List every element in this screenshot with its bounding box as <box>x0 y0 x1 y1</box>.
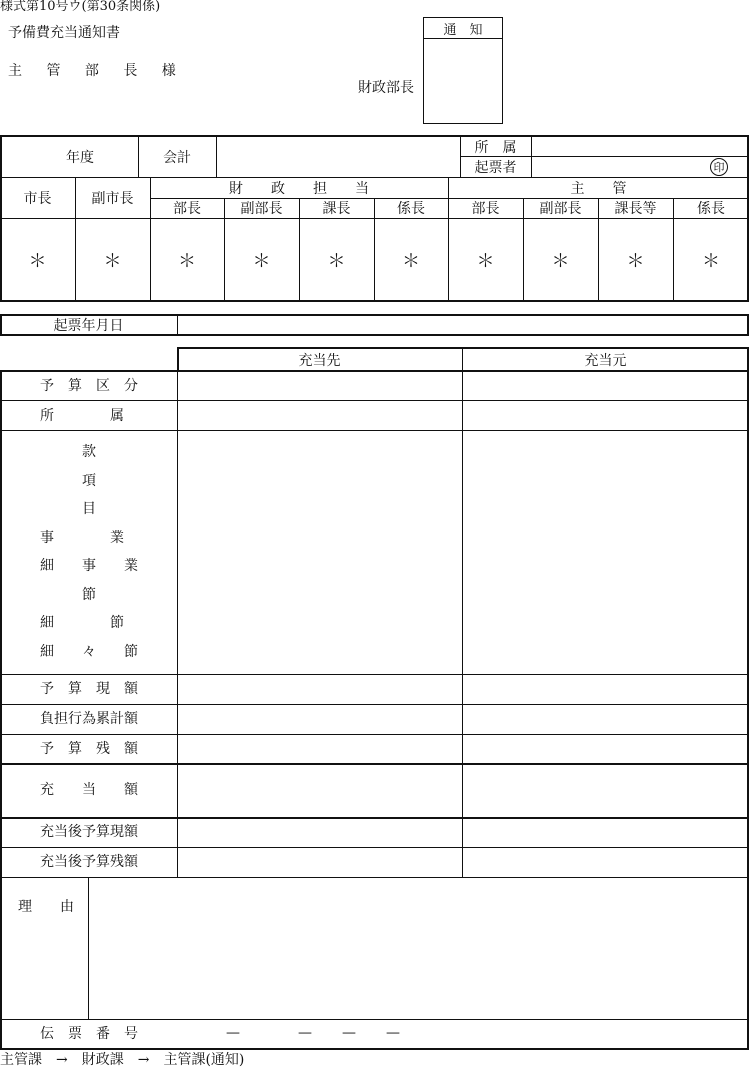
stamp-main-director[interactable]: ＊ <box>476 251 495 272</box>
to-appropriation[interactable] <box>178 766 461 816</box>
to-budget-current[interactable] <box>178 675 461 703</box>
row-after-current: 充当後予算現額 <box>40 824 138 840</box>
main-role-deputy: 副部長 <box>539 201 582 217</box>
stamp-finance-unit-chief[interactable]: ＊ <box>402 251 420 272</box>
row-saisai-setsu: 細 々 節 <box>40 644 138 660</box>
year-label: 年度 <box>66 150 94 166</box>
row-appropriation: 充 当 額 <box>40 782 138 798</box>
stamp-main-deputy[interactable]: ＊ <box>551 251 570 272</box>
stamp-finance-director[interactable]: ＊ <box>178 251 196 272</box>
sender: 財政部長 <box>358 80 414 96</box>
drafter-field[interactable] <box>532 157 712 177</box>
to-classification[interactable] <box>178 431 461 673</box>
affiliation-field[interactable] <box>532 137 747 156</box>
main-role-director: 部長 <box>471 201 500 217</box>
voucher-dash-4: — <box>386 1025 400 1041</box>
finance-group-label: 財 政 担 当 <box>229 181 369 197</box>
addressee: 主 管 部 長 様 <box>8 63 186 79</box>
row-budget-current: 予 算 現 額 <box>40 681 138 697</box>
from-appropriation[interactable] <box>463 766 747 816</box>
drafter-label: 起票者 <box>474 160 517 176</box>
from-cumulative[interactable] <box>463 705 747 733</box>
vice-mayor-label: 副市長 <box>91 191 134 207</box>
main-group-label: 主 管 <box>570 181 627 197</box>
row-kan: 款 <box>82 444 96 460</box>
notice-box-divider <box>423 38 503 39</box>
stamp-finance-section-chief[interactable]: ＊ <box>327 251 346 272</box>
stamp-finance-deputy[interactable]: ＊ <box>252 251 271 272</box>
from-budget-current[interactable] <box>463 675 747 703</box>
row-after-balance: 充当後予算残額 <box>40 854 138 870</box>
voucher-dash-1: — <box>226 1025 240 1041</box>
form-number: 様式第10号ウ(第30条関係) <box>0 0 161 14</box>
to-cumulative[interactable] <box>178 705 461 733</box>
col-from-header: 充当元 <box>584 352 627 369</box>
finance-role-unit-chief: 係長 <box>397 201 425 217</box>
finance-role-section-chief: 課長 <box>322 201 351 217</box>
seal-mark: 印 <box>710 158 728 176</box>
col-to-header: 充当先 <box>298 352 341 369</box>
stamp-mayor[interactable]: ＊ <box>28 251 47 272</box>
h-rule <box>0 1019 749 1020</box>
row-jigyou: 事 業 <box>40 530 124 546</box>
to-budget-balance[interactable] <box>178 735 461 762</box>
voucher-label: 伝 票 番 号 <box>40 1026 138 1042</box>
row-moku: 目 <box>82 501 96 517</box>
row-sai-jigyou: 細 事 業 <box>40 558 138 574</box>
account-field[interactable] <box>217 137 459 176</box>
row-kou: 項 <box>82 473 96 489</box>
from-budget-balance[interactable] <box>463 735 747 762</box>
h-rule-thick <box>0 763 749 765</box>
reason-label: 理 由 <box>18 899 74 915</box>
to-after-balance[interactable] <box>178 848 461 876</box>
from-after-current[interactable] <box>463 820 747 846</box>
row-budget-category: 予 算 区 分 <box>40 378 138 394</box>
document-title: 予備費充当通知書 <box>8 25 120 41</box>
stamp-main-section-chief[interactable]: ＊ <box>626 251 645 272</box>
draft-date-field[interactable] <box>178 316 747 334</box>
h-rule-thick <box>0 817 749 819</box>
finance-role-director: 部長 <box>173 201 201 217</box>
to-after-current[interactable] <box>178 820 461 846</box>
from-affiliation[interactable] <box>463 401 747 429</box>
stamp-main-unit-chief[interactable]: ＊ <box>702 251 720 272</box>
row-affiliation: 所 属 <box>40 408 124 424</box>
row-budget-balance: 予 算 残 額 <box>40 741 138 757</box>
stamp-vice-mayor[interactable]: ＊ <box>103 251 122 272</box>
routing-footer: 主管課 → 財政課 → 主管課(通知) <box>0 1052 245 1068</box>
mayor-label: 市長 <box>23 191 52 207</box>
account-label: 会計 <box>163 150 191 166</box>
draft-date-label: 起票年月日 <box>53 318 124 334</box>
voucher-dash-2: — <box>298 1025 312 1041</box>
finance-role-deputy: 副部長 <box>240 201 283 217</box>
row-sai-setsu: 細 節 <box>40 615 124 631</box>
voucher-dash-3: — <box>342 1025 356 1041</box>
from-after-balance[interactable] <box>463 848 747 876</box>
reason-field[interactable] <box>89 878 747 1018</box>
row-setsu: 節 <box>82 587 96 603</box>
row-cumulative: 負担行為累計額 <box>40 711 138 727</box>
notice-box-label: 通 知 <box>443 22 483 38</box>
to-budget-category[interactable] <box>178 371 461 399</box>
to-affiliation[interactable] <box>178 401 461 429</box>
main-role-unit-chief: 係長 <box>697 201 725 217</box>
from-budget-category[interactable] <box>463 371 747 399</box>
from-classification[interactable] <box>463 431 747 673</box>
affiliation-label: 所 属 <box>474 139 517 156</box>
main-role-section-chief: 課長等 <box>614 201 657 217</box>
